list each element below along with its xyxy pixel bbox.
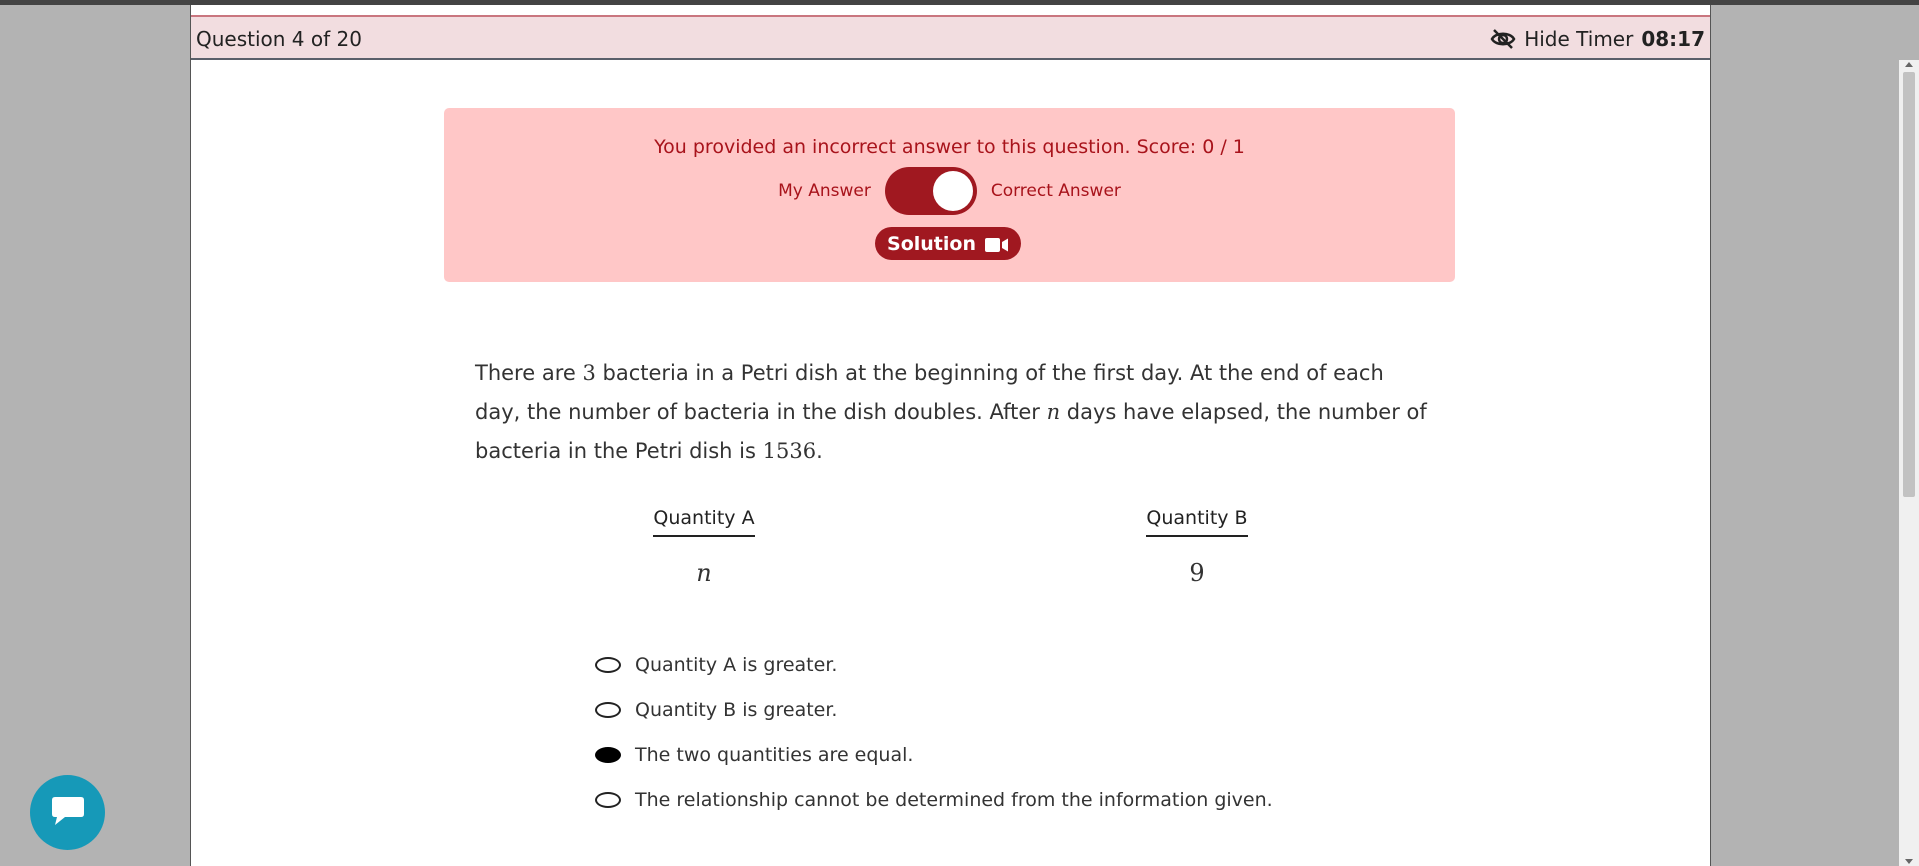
hide-timer-label: Hide Timer: [1524, 27, 1634, 51]
scroll-up-icon[interactable]: [1905, 62, 1913, 67]
solution-button[interactable]: [875, 227, 1021, 260]
toggle-knob: [933, 171, 973, 211]
answer-choice[interactable]: [595, 777, 1273, 822]
answer-choice-label: The relationship cannot be determined from the information given.: [635, 788, 1273, 811]
answer-choice-label: Quantity A is greater.: [635, 653, 838, 676]
answer-choices: [595, 642, 1273, 822]
scrollbar-thumb[interactable]: [1903, 72, 1915, 497]
question-header: [191, 15, 1710, 60]
question-counter: Question 4 of 20: [196, 27, 362, 51]
math-number: 3: [582, 361, 596, 385]
my-answer-label: My Answer: [778, 181, 871, 201]
solution-label: Solution: [887, 232, 976, 255]
quantity-b-value: 9: [1189, 559, 1205, 587]
question-stem: [475, 354, 1435, 471]
answer-feedback-banner: [444, 108, 1455, 282]
math-number: 1536: [762, 439, 817, 463]
scroll-down-icon[interactable]: [1905, 859, 1913, 864]
page-scrollbar[interactable]: [1899, 60, 1919, 866]
hide-timer-button[interactable]: [1490, 27, 1705, 51]
video-icon: [984, 236, 1009, 252]
quantity-a: [604, 507, 804, 587]
feedback-message: You provided an incorrect answer to this question. Score: 0 / 1: [654, 136, 1245, 158]
quantity-a-value: n: [696, 559, 712, 587]
answer-choice[interactable]: [595, 732, 1273, 777]
question-text: days have elapsed, the number of bacteria in the Petri dish is: [475, 400, 1427, 463]
answer-choice-label: The two quantities are equal.: [635, 743, 914, 766]
chat-button[interactable]: [30, 775, 105, 850]
answer-toggle-switch[interactable]: [885, 167, 977, 215]
quantity-b: [1097, 507, 1297, 587]
answer-choice[interactable]: [595, 642, 1273, 687]
radio-button[interactable]: [595, 657, 621, 673]
answer-toggle-row: [444, 166, 1455, 216]
timer-value: 08:17: [1641, 27, 1705, 51]
radio-button[interactable]: [595, 702, 621, 718]
radio-button[interactable]: [595, 792, 621, 808]
question-text: There are: [475, 361, 583, 385]
answer-choice-label: Quantity B is greater.: [635, 698, 838, 721]
question-text: bacteria in a Petri dish at the beginning of the first day. At the end of each day, the number of bacteria in the dish doubles. After: [475, 361, 1384, 424]
quantity-b-label: Quantity B: [1146, 507, 1247, 537]
chat-bubble-icon: [49, 794, 87, 832]
eye-slash-icon: [1490, 28, 1516, 50]
correct-answer-label: Correct Answer: [990, 181, 1121, 201]
quantity-a-label: Quantity A: [653, 507, 754, 537]
answer-choice[interactable]: [595, 687, 1273, 732]
question-panel: [190, 5, 1711, 866]
question-text: .: [816, 439, 823, 463]
math-variable: n: [1046, 400, 1061, 424]
radio-button[interactable]: [595, 747, 621, 763]
